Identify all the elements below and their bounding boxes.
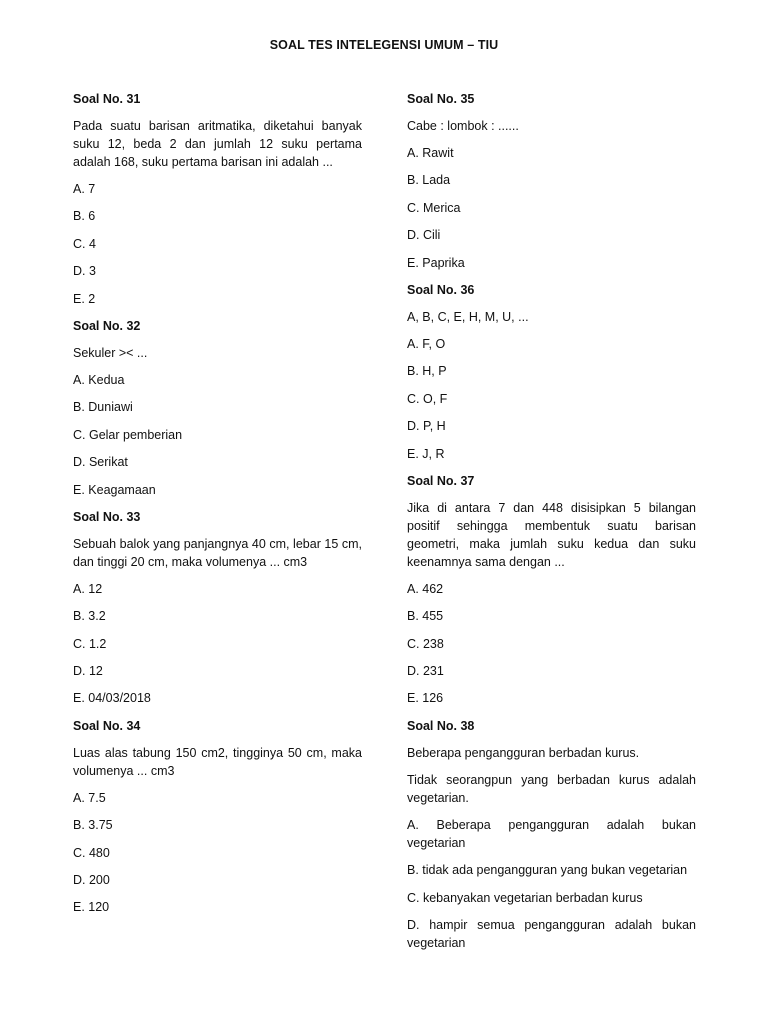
question-text: Sekuler >< ... — [73, 345, 148, 360]
answer-option: D. Serikat — [73, 455, 128, 470]
answer-option: D. 200 — [73, 873, 110, 888]
answer-option: C. 1.2 — [73, 636, 107, 651]
left-question-column — [73, 90, 362, 926]
answer-option: A. Rawit — [407, 146, 454, 160]
answer-option: C. kebanyakan vegetarian berbadan kurus — [407, 890, 643, 905]
answer-option: B. 3.2 — [73, 609, 106, 624]
question-text: Cabe : lombok : ...... — [407, 119, 519, 133]
question-text: A, B, C, E, H, M, U, ... — [407, 309, 529, 324]
question-text: Luas alas tabung 150 cm2, tingginya 50 cm, maka volumenya ... cm3 — [73, 745, 362, 778]
question-text: Jika di antara 7 dan 448 disisipkan 5 bilangan positif sehingga membentuk suatu barisan geometri, maka jumlah suku kedua dan suku keenamnya sama dengan ... — [407, 500, 696, 569]
answer-option: C. 480 — [73, 845, 110, 860]
page-title: SOAL TES INTELEGENSI UMUM – TIU — [269, 38, 499, 52]
answer-option: A. 12 — [73, 581, 103, 596]
question-block — [73, 717, 362, 917]
answer-option: A. F, O — [407, 336, 446, 351]
answer-option: A. 7.5 — [73, 790, 106, 805]
question-number: Soal No. 35 — [407, 92, 475, 106]
answer-option: C. O, F — [407, 391, 448, 406]
answer-option: D. P, H — [407, 419, 446, 434]
answer-option: E. 126 — [407, 691, 444, 706]
question-number: Soal No. 34 — [73, 718, 141, 733]
answer-option: B. 3.75 — [73, 818, 113, 833]
question-block — [407, 281, 696, 463]
question-number: Soal No. 32 — [73, 318, 141, 333]
question-number: Soal No. 33 — [73, 509, 141, 524]
answer-option: E. Keagamaan — [73, 482, 156, 497]
question-block — [407, 472, 696, 708]
answer-option: A. 7 — [73, 182, 96, 196]
question-number: Soal No. 36 — [407, 282, 475, 297]
answer-option: E. Paprika — [407, 255, 465, 270]
answer-option: E. J, R — [407, 446, 445, 461]
right-question-column — [407, 90, 696, 961]
question-number: Soal No. 38 — [407, 718, 475, 733]
answer-option: E. 2 — [73, 291, 96, 306]
question-text: Sebuah balok yang panjangnya 40 cm, lebar 15 cm, dan tinggi 20 cm, maka volumenya ... cm3 — [73, 536, 362, 569]
answer-option: A. 462 — [407, 581, 444, 596]
question-text: Beberapa pengangguran berbadan kurus. — [407, 745, 640, 760]
question-number: Soal No. 37 — [407, 473, 475, 488]
answer-option: D. hampir semua pengangguran adalah bukan vegetarian — [407, 918, 696, 951]
question-block — [73, 508, 362, 708]
answer-option: B. H, P — [407, 364, 447, 379]
answer-option: D. 231 — [407, 664, 444, 679]
answer-option: B. Duniawi — [73, 400, 133, 415]
answer-option: A. Kedua — [73, 372, 125, 387]
question-block — [73, 90, 362, 308]
answer-option: B. tidak ada pengangguran yang bukan vegetarian — [407, 863, 688, 878]
question-text: Pada suatu barisan aritmatika, diketahui banyak suku 12, beda 2 dan jumlah 12 suku pertama adalah 168, suku pertama barisan ini adalah ... — [73, 119, 362, 169]
answer-option: E. 04/03/2018 — [73, 691, 151, 706]
question-block — [407, 717, 696, 952]
answer-option: D. 12 — [73, 664, 103, 679]
answer-option: A. Beberapa pengangguran adalah bukan vegetarian — [407, 817, 696, 850]
question-text: Tidak seorangpun yang berbadan kurus adalah vegetarian. — [407, 772, 696, 805]
answer-option: D. Cili — [407, 228, 441, 243]
answer-option: B. 6 — [73, 209, 96, 224]
answer-option: C. Merica — [407, 200, 461, 215]
answer-option: C. 238 — [407, 636, 444, 651]
answer-option: C. Gelar pemberian — [73, 427, 183, 442]
answer-option: B. 455 — [407, 609, 444, 624]
question-block — [407, 90, 696, 272]
question-number: Soal No. 31 — [73, 92, 141, 106]
question-block — [73, 317, 362, 499]
answer-option: B. Lada — [407, 173, 451, 188]
answer-option: D. 3 — [73, 264, 96, 279]
answer-option: E. 120 — [73, 900, 110, 915]
answer-option: C. 4 — [73, 236, 96, 251]
